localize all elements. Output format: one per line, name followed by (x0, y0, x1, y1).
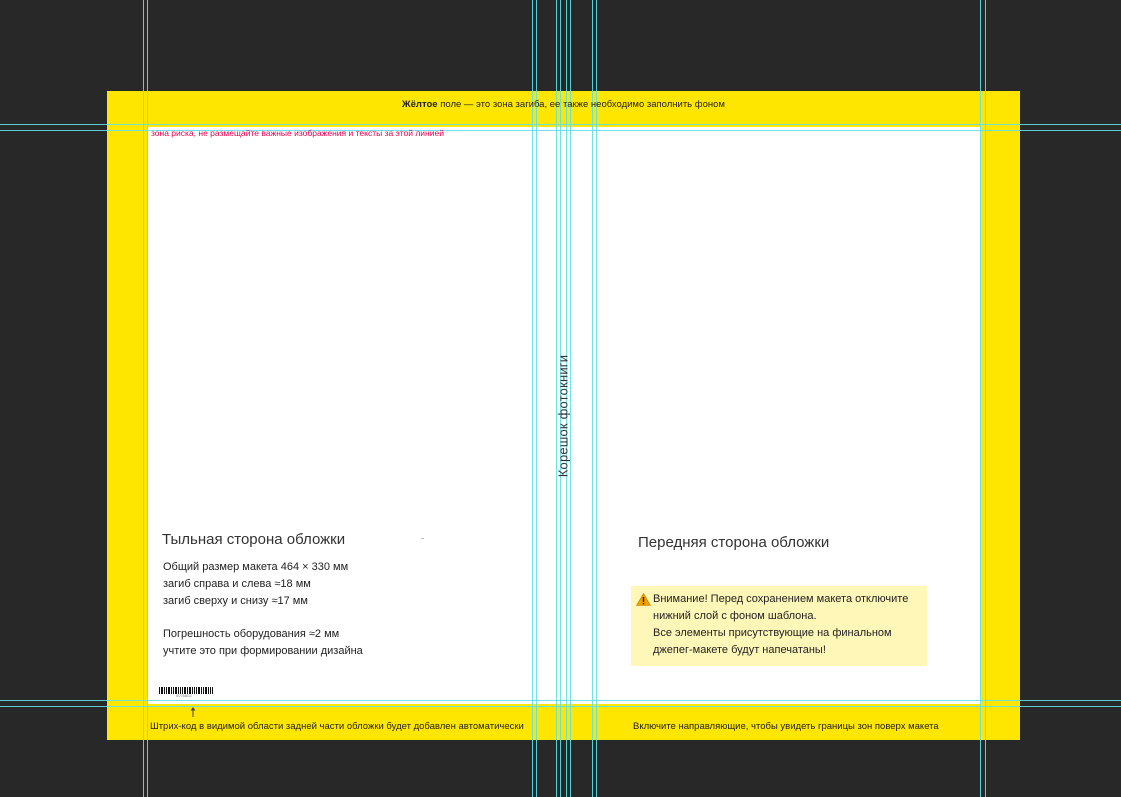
guide-vertical (143, 0, 144, 797)
info-line: загиб сверху и снизу ≈17 мм (163, 595, 308, 607)
front-cover-title: Передняя сторона обложки (638, 534, 830, 551)
back-cover-title: Тыльная сторона обложки (162, 531, 346, 548)
barcode-caption: 0076802 (176, 693, 192, 698)
guide-vertical (536, 0, 537, 797)
warning-triangle-icon (636, 593, 651, 606)
barcode-note: Штрих-код в видимой области задней части обложки будет добавлен автоматически (150, 721, 524, 732)
guide-vertical (147, 0, 148, 797)
info-line: загиб справа и слева ≈18 мм (163, 578, 311, 590)
arrow-up-icon (189, 707, 197, 717)
risk-zone-note: зона риска, не размещайте важные изображения и тексты за этой линией (151, 128, 444, 138)
warning-line: нижний слой с фоном шаблона. (653, 610, 817, 622)
guide-horizontal (0, 706, 1121, 707)
stray-mark (421, 538, 424, 539)
bleed-note-highlight: Жёлтое (402, 99, 438, 110)
guides-note: Включите направляющие, чтобы увидеть границы зон поверх макета (633, 721, 939, 732)
warning-line: джепег-макете будут напечатаны! (653, 644, 826, 656)
guide-vertical (592, 0, 593, 797)
guide-horizontal (0, 124, 1121, 125)
info-line: Общий размер макета 464 × 330 мм (163, 561, 349, 573)
bleed-note-text: поле — это зона загиба, ее также необходимо заполнить фоном (440, 99, 725, 110)
guide-vertical (596, 0, 597, 797)
warning-box (631, 586, 927, 666)
guide-vertical (985, 0, 986, 797)
info-line: Погрешность оборудования ≈2 мм (163, 628, 340, 640)
bleed-note (107, 99, 1020, 110)
spine-label: Корешок фотокниги (555, 354, 571, 478)
warning-line: Все элементы присутствующие на финальном (653, 627, 892, 639)
back-cover-info (163, 559, 363, 660)
guide-vertical (532, 0, 533, 797)
guide-horizontal (0, 700, 1121, 701)
warning-line: Внимание! Перед сохранением макета отключите (653, 593, 909, 605)
guide-vertical (980, 0, 981, 797)
info-line: учтите это при формировании дизайна (163, 645, 363, 657)
